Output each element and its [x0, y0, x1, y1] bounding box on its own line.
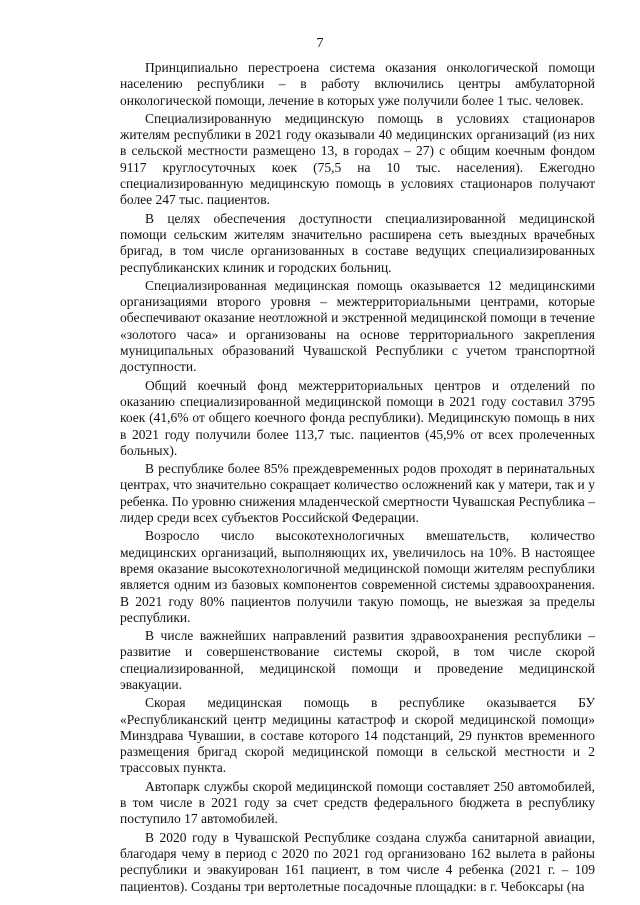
paragraph-5: Общий коечный фонд межтерриториальных центров и отделений по оказанию специализированной медицинской помощи в 2021 году составил 3795 коек (41,6% от общего коечного фонда республики). Медицинскую помощь в них в 2021 году получили более 113,7 тыс. пациентов (45,9% от всех пролеченных больных).	[120, 377, 595, 458]
paragraph-10: Автопарк службы скорой медицинской помощи составляет 250 автомобилей, в том числе в 2021 году за счет средств федерального бюджета в республику поступило 17 автомобилей.	[120, 778, 595, 827]
page-number: 7	[316, 36, 324, 51]
paragraph-8: В числе важнейших направлений развития здравоохранения республики – развитие и совершенствование системы скорой, в том числе скорой специализированной, медицинской помощи и проведение медицинской эвакуации.	[120, 628, 595, 692]
paragraph-11: В 2020 году в Чувашской Республике создана служба санитарной авиации, благодаря чему в период с 2020 по 2021 год организовано 162 вылета в районы республики и эвакуирован 161 пациент, в том числе 4 ребенка (2021 г. – 109 пациентов). Созданы три вертолетные посадочные площадки: в г. Чебоксары (на	[120, 829, 595, 894]
paragraph-2: Специализированную медицинскую помощь в условиях стационаров жителям республики в 2021 году оказывали 40 медицинских организаций (из них в сельской местности размещено 13, в городах – 27) с общим коечным фондом 9117 круглосуточных коек (75,5 на 10 тыс. населения). Ежегодно специализированную медицинскую помощь в условиях стационаров получают более 247 тыс. пациентов.	[120, 110, 595, 208]
body-text	[120, 60, 595, 897]
paragraph-3: В целях обеспечения доступности специализированной медицинской помощи сельским жителям значительно расширена сеть выездных врачебных бригад, в том числе организованных в составе ведущих специализированных республиканских клиник и городских больниц.	[120, 210, 595, 275]
paragraph-7: Возросло число высокотехнологичных вмешательств, количество медицинских организаций, выполняющих их, увеличилось на 10%. В настоящее время оказание высокотехнологичной медицинской помощи жителям республики является одним из базовых компонентов современной системы здравоохранения. В 2021 году 80% пациентов получили такую помощь, не выезжая за пределы республики.	[120, 528, 595, 625]
paragraph-1: Принципиально перестроена система оказания онкологической помощи населению республики – в работу включились центры амбулаторной онкологической помощи, лечение в которых уже получили более 1 тыс. человек.	[120, 60, 595, 108]
paragraph-6: В республике более 85% преждевременных родов проходят в перинатальных центрах, что значительно сокращает количество осложнений как у матери, так и у ребенка. По уровню снижения младенческой смертности Чувашская Республика – лидер среди всех субъектов Российской Федерации.	[120, 461, 595, 526]
paragraph-9: Скорая медицинская помощь в республике оказывается БУ «Республиканский центр медицины катастроф и скорой медицинской помощи» Минздрава Чувашии, в составе которого 14 подстанций, 29 пунктов временного размещения бригад скорой медицинской помощи в сельской местности и 2 трассовых пункта.	[120, 695, 595, 776]
paragraph-4: Специализированная медицинская помощь оказывается 12 медицинскими организациями второго уровня – межтерриториальными центрами, которые обеспечивают оказание неотложной и экстренной медицинской помощи в течение «золотого часа» и организованы на основе территориального закрепления муниципальных образований Чувашской Республики с учетом транспортной доступности.	[120, 277, 595, 375]
